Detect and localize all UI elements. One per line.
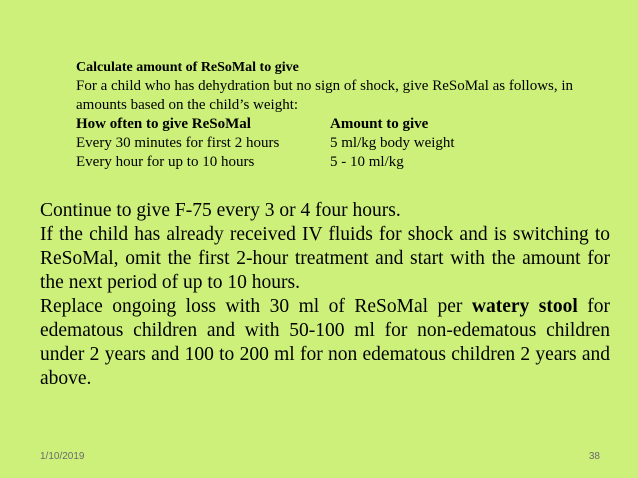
paragraph-continue-f75: Continue to give F-75 every 3 or 4 four hours. [40,200,401,221]
table-header-frequency: How often to give ReSoMal [76,116,251,132]
slide-date: 1/10/2019 [40,451,85,462]
main-text [40,199,610,391]
paragraph-iv-fluids: If the child has already received IV fluids for shock and is switching to ReSoMal, omit the first 2-hour treatment and start with the amount for the next period of up to 10 hours. [40,224,610,293]
table-cell-frequency: Every hour for up to 10 hours [76,154,255,170]
paragraph-ongoing-loss [40,295,610,391]
slide-page-number: 38 [588,451,600,462]
table-cell-frequency: Every 30 minutes for first 2 hours [76,135,280,151]
dosing-table [76,115,455,172]
table-row [76,153,455,172]
table-header-amount: Amount to give [330,116,429,132]
box-intro: For a child who has dehydration but no sign of shock, give ReSoMal as follows, in amounts based on the child’s weight: [76,78,574,113]
table-row [76,134,455,153]
table-cell-amount: 5 - 10 ml/kg [330,154,404,170]
watery-stool-emphasis: watery stool [471,296,578,317]
table-header-row [76,115,455,134]
ongoing-loss-text-end: for edematous children and with 50-100 ml for non-edematous children under 2 years and 100 to 200 ml for non edematous children 2 years and above. [40,296,610,389]
resomal-dosing-box [76,58,596,172]
box-title: Calculate amount of ReSoMal to give [76,60,299,75]
ongoing-loss-text-start: Replace ongoing loss with 30 ml of ReSoMal per [40,296,472,317]
table-cell-amount: 5 ml/kg body weight [330,135,455,151]
